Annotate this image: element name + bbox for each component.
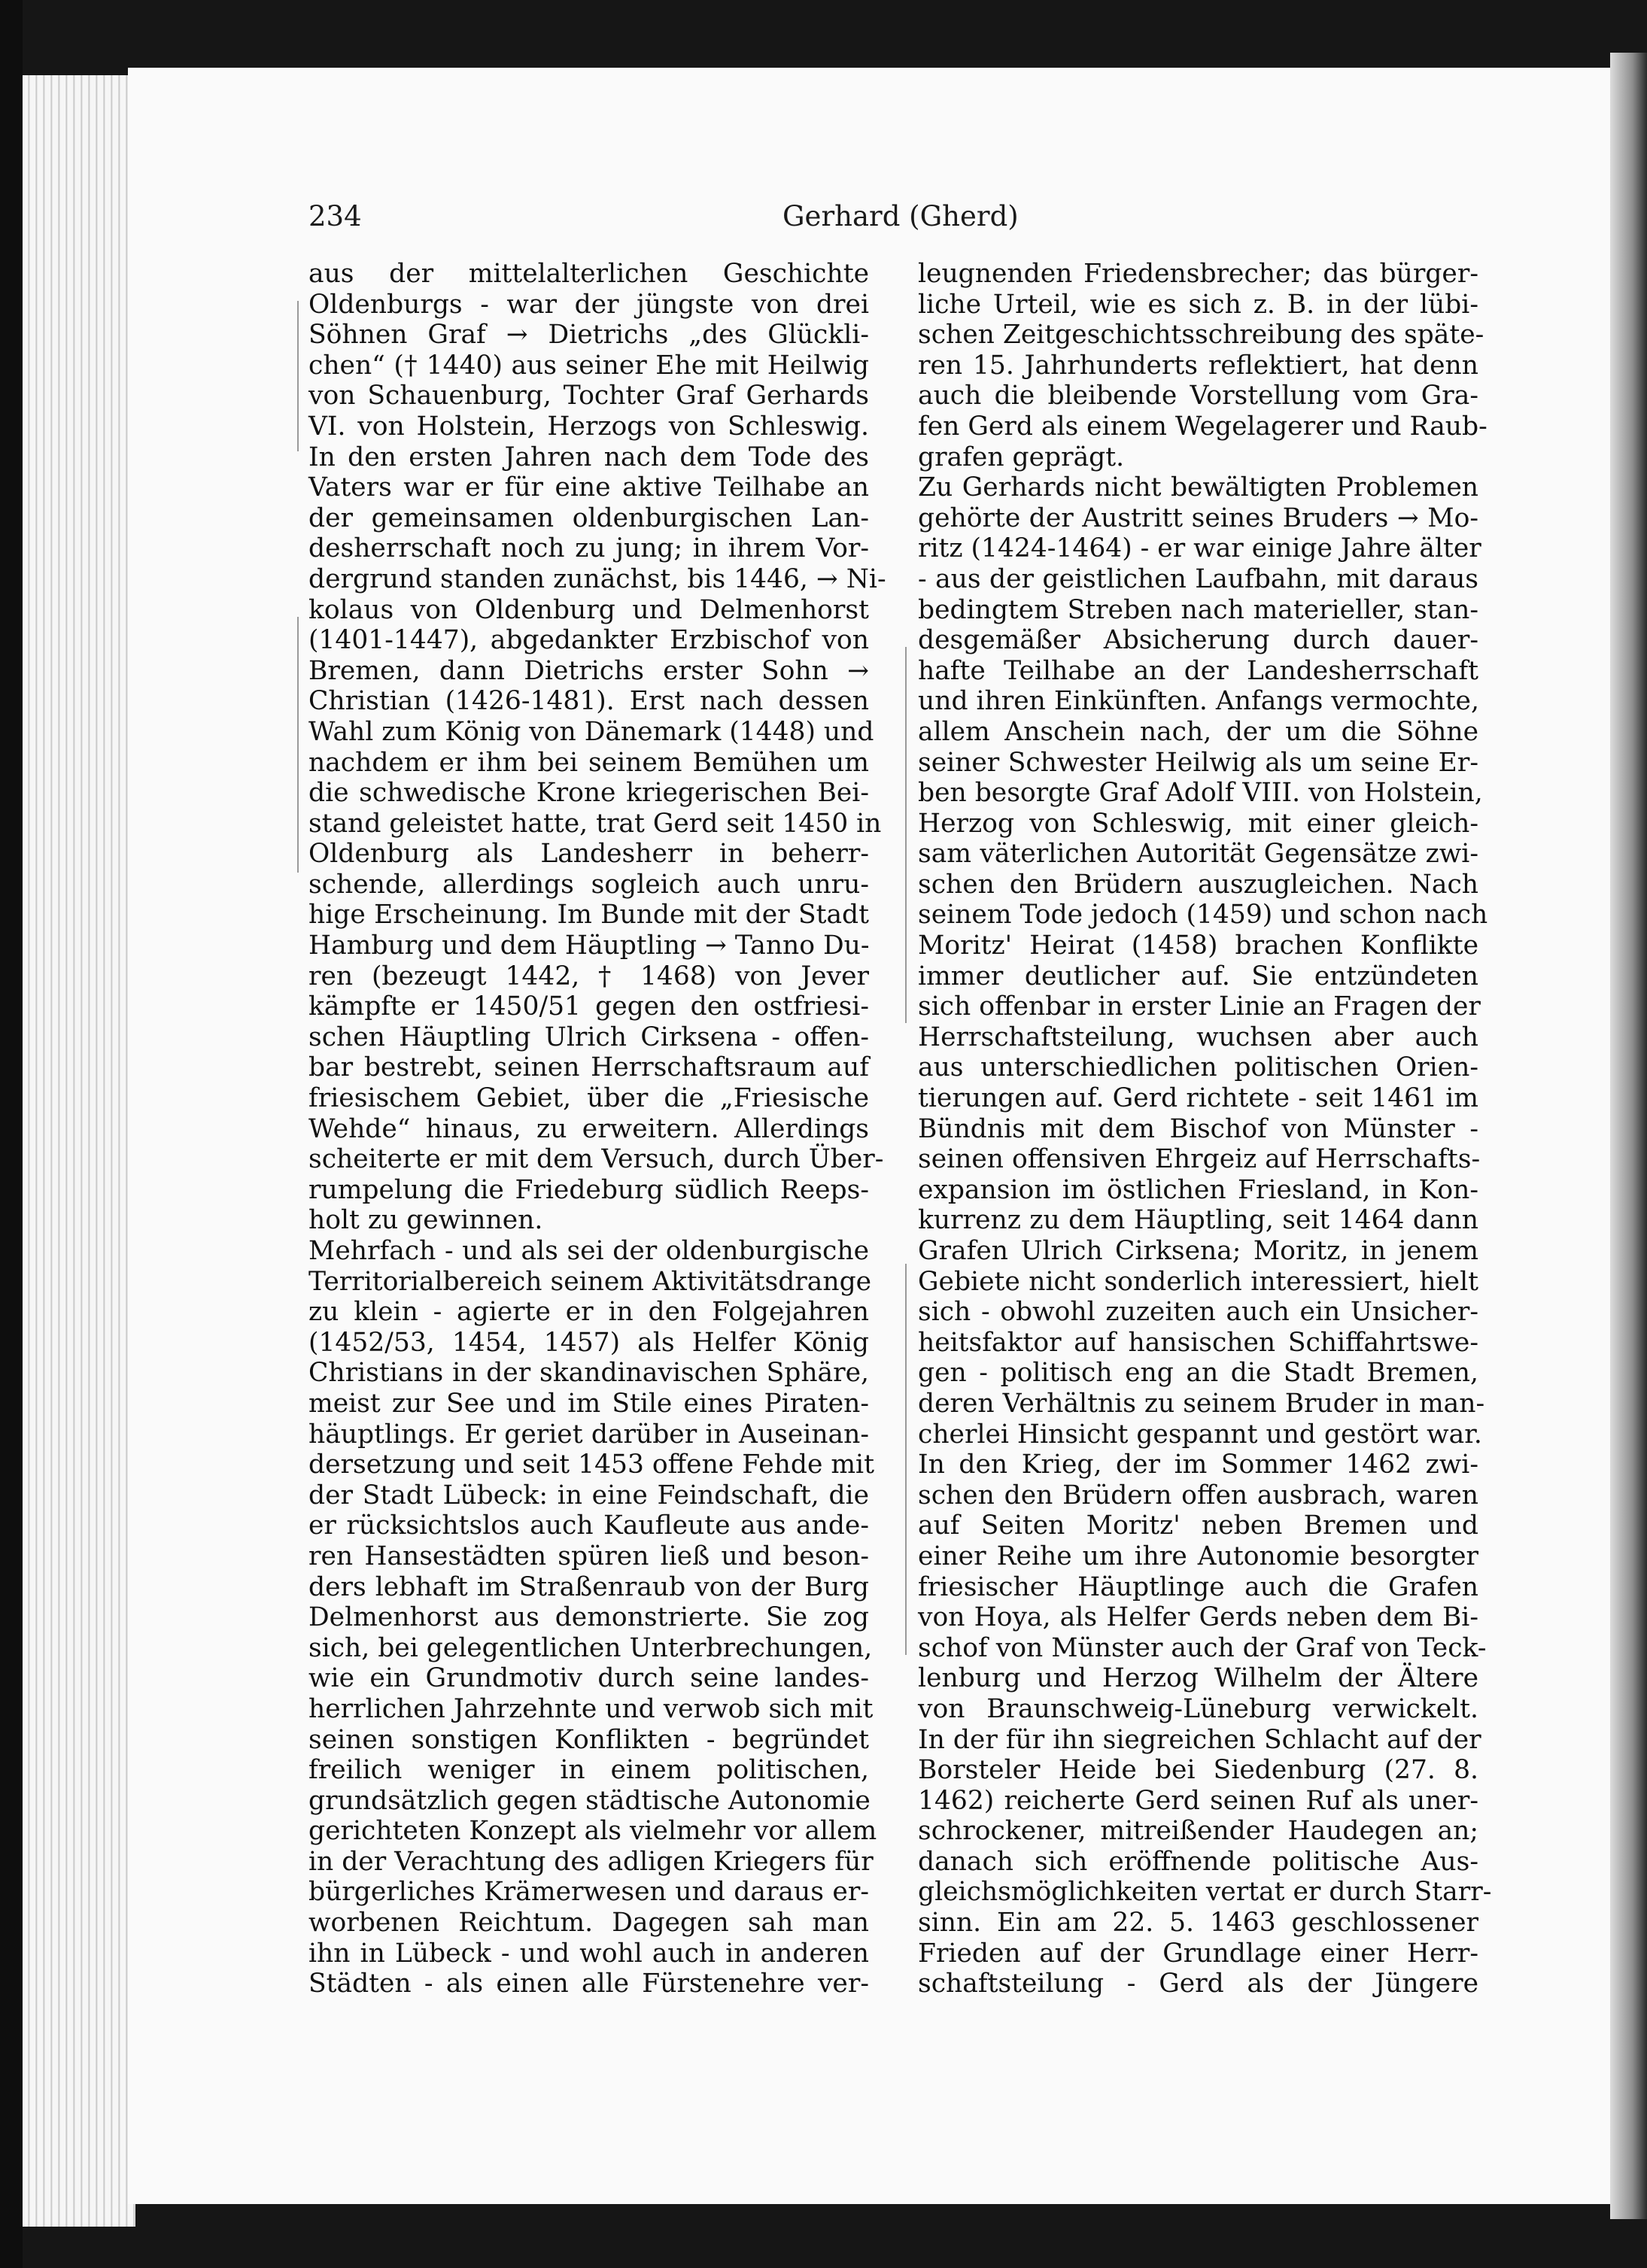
- text-line: grafen geprägt.: [918, 442, 1125, 472]
- text-line: cherlei Hinsicht gespannt und gestört war.: [918, 1419, 1482, 1450]
- text-line: kolaus von Oldenburg und Delmenhorst: [308, 594, 869, 625]
- text-line: schen Zeitgeschichtsschreibung des späte-: [918, 320, 1484, 351]
- text-line: seinen offensiven Ehrgeiz auf Herrschafts-: [918, 1144, 1481, 1175]
- text-line: stand geleistet hatte, trat Gerd seit 1450 in: [308, 808, 882, 839]
- text-line: holt zu gewinnen.: [308, 1205, 543, 1236]
- text-line: schende, allerdings sogleich auch unru-: [308, 869, 869, 900]
- text-line: ren (bezeugt 1442, † 1468) von Jever: [308, 961, 869, 991]
- text-line: einer Reihe um ihre Autonomie besorgter: [918, 1541, 1478, 1571]
- text-line: sich - obwohl zuzeiten auch ein Unsicher-: [918, 1297, 1478, 1328]
- text-line: danach sich eröffnende politische Aus-: [918, 1846, 1478, 1877]
- text-line: gehörte der Austritt seines Bruders → Mo-: [918, 502, 1478, 533]
- scan-background: [0, 0, 23, 2268]
- text-line: wie ein Grundmotiv durch seine landes-: [308, 1663, 869, 1694]
- text-line: der Stadt Lübeck: in eine Feindschaft, die: [308, 1480, 869, 1510]
- text-line: zu klein - agierte er in den Folgejahren: [308, 1297, 869, 1328]
- text-line: deren Verhältnis zu seinem Bruder in man-: [918, 1388, 1485, 1419]
- margin-marking: [905, 1264, 907, 1655]
- text-line: der gemeinsamen oldenburgischen Lan-: [308, 502, 869, 533]
- text-line: leugnenden Friedensbrecher; das bürger-: [918, 259, 1478, 289]
- text-line: Städten - als einen alle Fürstenehre ver-: [308, 1969, 869, 1999]
- text-line: schof von Münster auch der Graf von Teck-: [918, 1632, 1487, 1663]
- running-title: Gerhard (Gherd): [782, 200, 1019, 232]
- text-line: hige Erscheinung. Im Bunde mit der Stadt: [308, 900, 869, 931]
- text-line: ren Hansestädten spüren ließ und beson-: [308, 1541, 869, 1571]
- text-line: kämpfte er 1450/51 gegen den ostfriesi-: [308, 991, 869, 1022]
- text-line: fen Gerd als einem Wegelagerer und Raub-: [918, 411, 1487, 442]
- text-line: schen den Brüdern auszugleichen. Nach: [918, 869, 1478, 900]
- margin-marking: [905, 647, 907, 1023]
- text-line: gleichsmöglichkeiten vertat er durch Starr-: [918, 1877, 1492, 1908]
- text-line: die schwedische Krone kriegerischen Bei-: [308, 778, 869, 809]
- text-line: bürgerliches Krämerwesen und daraus er-: [308, 1877, 869, 1908]
- text-line: allem Anschein nach, der um die Söhne: [918, 716, 1478, 747]
- text-line: gerichteten Konzept als vielmehr vor allem: [308, 1816, 877, 1847]
- text-line: expansion im östlichen Friesland, in Kon-: [918, 1174, 1478, 1205]
- text-line: kurrenz zu dem Häuptling, seit 1464 dann: [918, 1205, 1478, 1236]
- text-line: 1462) reicherte Gerd seinen Ruf als uner-: [918, 1785, 1478, 1816]
- text-line: chen“ († 1440) aus seiner Ehe mit Heilwig: [308, 350, 869, 381]
- text-line: seinem Tode jedoch (1459) und schon nach: [918, 900, 1488, 931]
- text-line: Hamburg und dem Häuptling → Tanno Du-: [308, 931, 870, 961]
- text-line: ihn in Lübeck - und wohl auch in anderen: [308, 1938, 869, 1969]
- text-line: desherrschaft noch zu jung; in ihrem Vor-: [308, 533, 869, 564]
- text-line: er rücksichtslos auch Kaufleute aus ande-: [308, 1510, 869, 1541]
- page-gutter-curl: [1610, 53, 1647, 2219]
- text-line: freilich weniger in einem politischen,: [308, 1755, 869, 1786]
- text-line: aus der mittelalterlichen Geschichte: [308, 259, 869, 289]
- text-line: und ihren Einkünften. Anfangs vermochte,: [918, 686, 1479, 717]
- text-line: auch die bleibende Vorstellung vom Gra-: [918, 381, 1478, 411]
- text-line: Bremen, dann Dietrichs erster Sohn →: [308, 655, 869, 686]
- text-line: seinen sonstigen Konflikten - begründet: [308, 1724, 869, 1755]
- text-line: gen - politisch eng an die Stadt Bremen,: [918, 1358, 1478, 1389]
- text-line: Herrschaftsteilung, wuchsen aber auch: [918, 1022, 1478, 1052]
- text-line: Gebiete nicht sonderlich interessiert, hielt: [918, 1266, 1478, 1297]
- text-line: desgemäßer Absicherung durch dauer-: [918, 625, 1478, 656]
- text-line: Moritz' Heirat (1458) brachen Konflikte: [918, 931, 1478, 961]
- page-number: 234: [308, 200, 362, 232]
- text-column-right: [918, 259, 1492, 1999]
- text-line: Territorialbereich seinem Aktivitätsdrange: [308, 1266, 872, 1297]
- text-line: rumpelung die Friedeburg südlich Reeps-: [308, 1174, 869, 1205]
- text-line: - aus der geistlichen Laufbahn, mit daraus: [918, 563, 1478, 594]
- text-line: In den ersten Jahren nach dem Tode des: [308, 442, 869, 472]
- text-line: bar bestrebt, seinen Herrschaftsraum auf: [308, 1052, 869, 1083]
- text-line: herrlichen Jahrzehnte und verwob sich mit: [308, 1693, 874, 1724]
- text-line: scheiterte er mit dem Versuch, durch Über-: [308, 1144, 884, 1175]
- text-line: dergrund standen zunächst, bis 1446, → Ni-: [308, 563, 886, 594]
- text-line: tierungen auf. Gerd richtete - seit 1461 im: [918, 1083, 1478, 1114]
- text-line: Oldenburgs - war der jüngste von drei: [308, 289, 869, 320]
- text-line: auf Seiten Moritz' neben Bremen und: [918, 1510, 1478, 1541]
- text-line: Christian (1426-1481). Erst nach dessen: [308, 686, 869, 717]
- text-column-left: [308, 259, 886, 1999]
- text-line: ders lebhaft im Straßenraub von der Burg: [308, 1571, 869, 1602]
- text-line: Delmenhorst aus demonstrierte. Sie zog: [308, 1602, 869, 1633]
- text-line: Oldenburg als Landesherr in beherr-: [308, 839, 869, 870]
- text-line: heitsfaktor auf hansischen Schiffahrtswe-: [918, 1327, 1478, 1358]
- text-line: sich offenbar in erster Linie an Fragen der: [918, 991, 1481, 1022]
- text-line: Grafen Ulrich Cirksena; Moritz, in jenem: [918, 1236, 1478, 1266]
- text-line: Christians in der skandinavischen Sphäre,: [308, 1358, 869, 1389]
- text-line: von Schauenburg, Tochter Graf Gerhards: [308, 381, 869, 411]
- text-line: Herzog von Schleswig, mit einer gleich-: [918, 808, 1478, 839]
- text-line: hafte Teilhabe an der Landesherrschaft: [918, 655, 1478, 686]
- text-line: (1401-1447), abgedankter Erzbischof von: [308, 625, 869, 656]
- text-line: dersetzung und seit 1453 offene Fehde mit: [308, 1450, 874, 1480]
- text-line: schen den Brüdern offen ausbrach, waren: [918, 1480, 1478, 1510]
- text-line: schrockener, mitreißender Haudegen an;: [918, 1816, 1478, 1847]
- text-line: friesischem Gebiet, über die „Friesische: [308, 1083, 869, 1114]
- book-page-edges: [23, 75, 135, 2227]
- text-line: schen Häuptling Ulrich Cirksena - offen-: [308, 1022, 869, 1052]
- text-line: Mehrfach - und als sei der oldenburgische: [308, 1236, 869, 1266]
- text-line: In den Krieg, der im Sommer 1462 zwi-: [918, 1450, 1478, 1480]
- text-line: von Braunschweig-Lüneburg verwickelt.: [918, 1693, 1478, 1724]
- text-line: ben besorgte Graf Adolf VIII. von Holstein,: [918, 778, 1483, 809]
- text-line: sam väterlichen Autorität Gegensätze zwi-: [918, 839, 1478, 870]
- text-line: liche Urteil, wie es sich z. B. in der lübi-: [918, 289, 1478, 320]
- text-line: seiner Schwester Heilwig als um seine Er-: [918, 747, 1478, 778]
- text-line: (1452/53, 1454, 1457) als Helfer König: [308, 1327, 869, 1358]
- text-line: lenburg und Herzog Wilhelm der Ältere: [918, 1663, 1478, 1694]
- text-line: ren 15. Jahrhunderts reflektiert, hat denn: [918, 350, 1478, 381]
- text-line: Vaters war er für eine aktive Teilhabe an: [308, 472, 869, 503]
- margin-marking: [297, 301, 299, 451]
- text-line: meist zur See und im Stile eines Piraten-: [308, 1388, 869, 1419]
- text-line: VI. von Holstein, Herzogs von Schleswig.: [308, 411, 869, 442]
- text-line: ritz (1424-1464) - er war einige Jahre älter: [918, 533, 1481, 564]
- text-line: nachdem er ihm bei seinem Bemühen um: [308, 747, 869, 778]
- text-line: immer deutlicher auf. Sie entzündeten: [918, 961, 1478, 991]
- text-line: grundsätzlich gegen städtische Autonomie: [308, 1785, 871, 1816]
- text-line: von Hoya, als Helfer Gerds neben dem Bi-: [918, 1602, 1478, 1633]
- text-line: häuptlings. Er geriet darüber in Auseinan-: [308, 1419, 869, 1450]
- text-line: sich, bei gelegentlichen Unterbrechungen,: [308, 1632, 873, 1663]
- text-line: worbenen Reichtum. Dagegen sah man: [308, 1908, 869, 1939]
- text-line: aus unterschiedlichen politischen Orien-: [918, 1052, 1478, 1083]
- text-line: In der für ihn siegreichen Schlacht auf der: [918, 1724, 1481, 1755]
- text-line: sinn. Ein am 22. 5. 1463 geschlossener: [918, 1908, 1478, 1939]
- text-line: Frieden auf der Grundlage einer Herr-: [918, 1938, 1478, 1969]
- text-line: schaftsteilung - Gerd als der Jüngere: [918, 1969, 1478, 1999]
- text-line: Bündnis mit dem Bischof von Münster -: [918, 1113, 1478, 1144]
- page-header: [308, 200, 1479, 245]
- text-line: friesischer Häuptlinge auch die Grafen: [918, 1571, 1478, 1602]
- text-line: bedingtem Streben nach materieller, stan-: [918, 594, 1478, 625]
- text-line: Borsteler Heide bei Siedenburg (27. 8.: [918, 1755, 1478, 1786]
- margin-marking: [297, 617, 299, 873]
- text-line: Söhnen Graf → Dietrichs „des Glückli-: [308, 320, 869, 351]
- text-line: Wehde“ hinaus, zu erweitern. Allerdings: [308, 1113, 869, 1144]
- text-line: Zu Gerhards nicht bewältigten Problemen: [918, 472, 1478, 503]
- text-line: Wahl zum König von Dänemark (1448) und: [308, 716, 874, 747]
- text-line: in der Verachtung des adligen Kriegers für: [308, 1846, 874, 1877]
